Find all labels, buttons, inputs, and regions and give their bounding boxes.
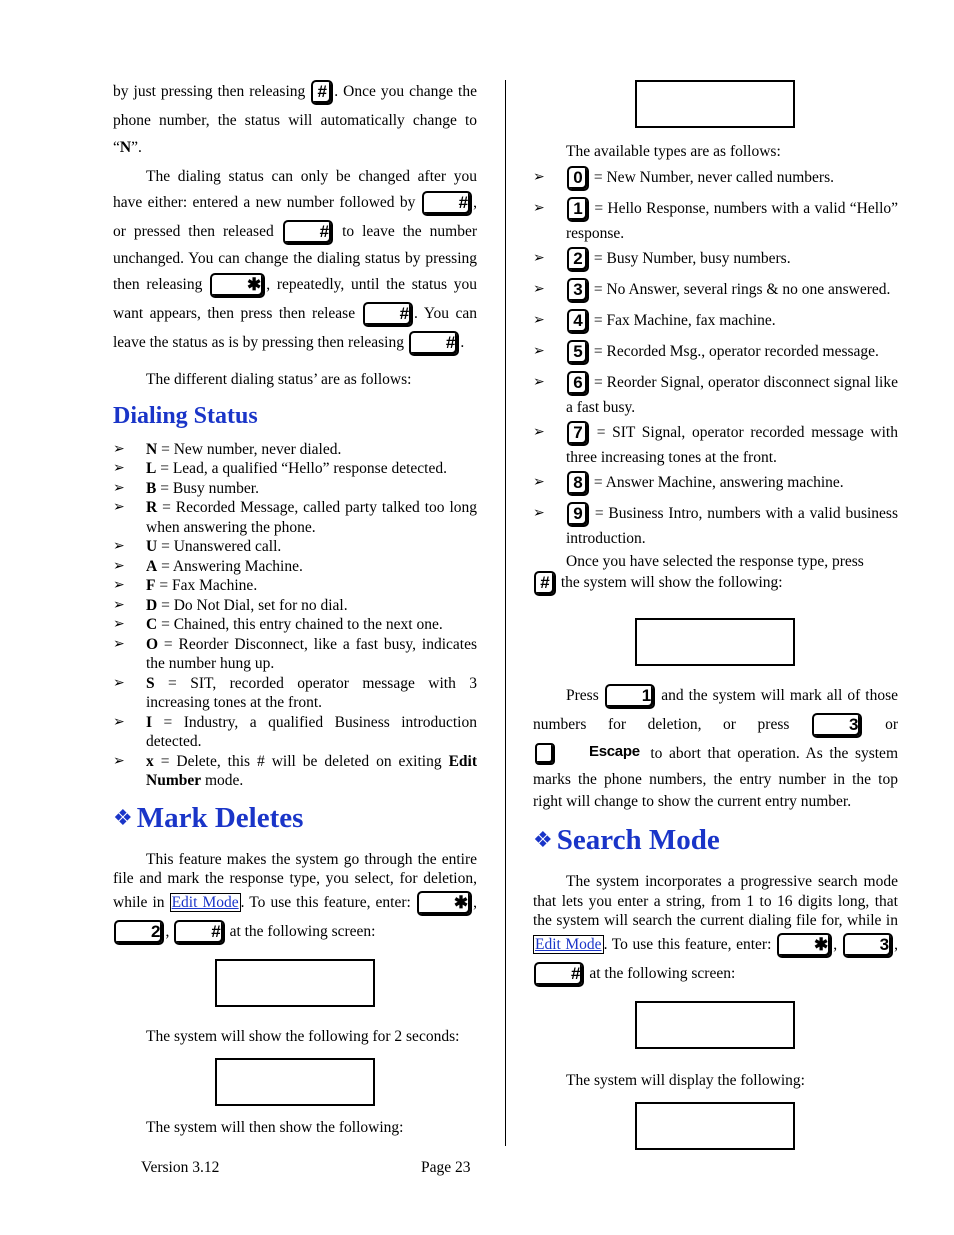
dialing-status-list: [113, 440, 477, 752]
arrow-bullet-icon: ➢: [113, 557, 125, 574]
arrow-bullet-icon: ➢: [533, 249, 545, 266]
delete-status-list: [113, 752, 477, 791]
digit-key-icon: 9: [567, 502, 589, 527]
arrow-bullet-icon: ➢: [113, 752, 125, 769]
footer-version: Version 3.12: [141, 1159, 220, 1176]
digit-key-icon: 1: [567, 197, 589, 222]
arrow-bullet-icon: ➢: [533, 473, 545, 490]
star-key-icon: ✱: [777, 933, 832, 958]
dialing-status-heading: Dialing Status: [113, 402, 258, 429]
arrow-bullet-icon: ➢: [533, 280, 545, 297]
mark-paragraph-2: The system will show the following for 2 seconds:: [146, 1027, 460, 1045]
list-item: ➢ C = Chained, this entry chained to the next one.: [113, 616, 443, 633]
hash-key-icon: #: [283, 220, 333, 245]
footer-page-number: Page 23: [421, 1159, 471, 1176]
digit-key-icon: 6: [567, 371, 589, 396]
arrow-bullet-icon: ➢: [113, 538, 125, 554]
list-item: ➢ 3 = No Answer, several rings & no one answered.: [533, 276, 898, 305]
digit-key-icon: 8: [567, 471, 589, 496]
diamond-bullet-icon: ❖: [533, 828, 553, 853]
search-paragraph-1: The system incorporates a progressive search mode that lets you enter a string, from 1 to 16 digits long, that the system will search the current dialing file for, while in Edit Mode . To use this feature, enter: ✱ , 3 , # at the following screen:: [533, 872, 898, 989]
arrow-bullet-icon: ➢: [533, 168, 545, 185]
search-mode-heading: ❖ Search Mode: [533, 824, 720, 856]
list-item: ➢ S = SIT, recorded operator message with 3 increasing tones at the front.: [113, 674, 477, 711]
arrow-bullet-icon: ➢: [113, 577, 125, 593]
digit-key-icon: 2: [567, 247, 589, 272]
digit-key-icon: 3: [567, 278, 589, 303]
three-key-icon: 3: [843, 933, 893, 958]
list-item: ➢ B = Busy number.: [113, 479, 259, 497]
edit-mode-link[interactable]: Edit Mode: [171, 893, 239, 911]
lcd-screen: [635, 1001, 795, 1049]
arrow-bullet-icon: ➢: [113, 674, 125, 691]
arrow-bullet-icon: ➢: [113, 460, 125, 476]
arrow-bullet-icon: ➢: [533, 199, 545, 216]
list-item: ➢ 7 = SIT Signal, operator recorded message with three increasing tones at the front.: [533, 422, 898, 466]
star-key-icon: ✱: [210, 273, 265, 298]
list-item: ➢ A = Answering Machine.: [113, 557, 303, 575]
list-item: ➢ N = New number, never dialed.: [113, 440, 342, 458]
list-item: ➢ 1 = Hello Response, numbers with a valid “Hello” response.: [533, 198, 898, 242]
list-item: ➢ 4 = Fax Machine, fax machine.: [533, 307, 898, 336]
lcd-screen: [635, 80, 795, 128]
right-column: [533, 78, 898, 1150]
hash-key-icon: #: [534, 571, 556, 596]
intro-paragraph-3: The different dialing status’ are as follows:: [146, 371, 412, 388]
list-item: ➢ L = Lead, a qualified “Hello” response detected.: [113, 460, 447, 477]
arrow-bullet-icon: ➢: [533, 311, 545, 328]
list-item: ➢ 2 = Busy Number, busy numbers.: [533, 245, 898, 274]
column-divider: [505, 80, 506, 1146]
types-intro: The available types are as follows:: [566, 143, 781, 160]
lcd-screen: [215, 1058, 375, 1106]
arrow-bullet-icon: ➢: [533, 342, 545, 359]
star-key-icon: ✱: [417, 891, 472, 916]
list-item: ➢ 9 = Business Intro, numbers with a valid business introduction.: [533, 503, 898, 547]
digit-key-icon: 5: [567, 340, 589, 365]
arrow-bullet-icon: ➢: [113, 596, 125, 613]
list-item: ➢ 6 = Reorder Signal, operator disconnect signal like a fast busy.: [533, 372, 898, 416]
hash-key-icon: #: [363, 302, 413, 327]
escape-key-icon: Escape: [534, 742, 643, 767]
mark-paragraph-1: This feature makes the system go through the entire file and mark the response type, you select, for deletion, while in Edit Mode . To use this feature, enter: ✱ , 2 , # at the following screen:: [113, 850, 477, 947]
list-item: ➢ R = Recorded Message, called party talked too long when answering the phone.: [113, 499, 477, 536]
list-item: ➢ 5 = Recorded Msg., operator recorded message.: [533, 338, 898, 367]
hash-key-icon: #: [174, 920, 224, 945]
hash-key-icon: #: [534, 962, 584, 987]
list-item: ➢ F = Fax Machine.: [113, 577, 258, 594]
hash-key-icon: #: [409, 331, 459, 356]
lcd-screen: [635, 1102, 795, 1150]
after-types-paragraph: Once you have selected the response type, press: [566, 552, 864, 570]
arrow-bullet-icon: ➢: [113, 479, 125, 496]
three-key-icon: 3: [812, 713, 862, 738]
digit-key-icon: 4: [567, 309, 589, 334]
mark-paragraph-3: The system will then show the following:: [146, 1119, 404, 1136]
list-item: ➢ 8 = Answer Machine, answering machine.: [533, 469, 898, 498]
press-paragraph: Press 1 and the system will mark all of those numbers for deletion, or press 3 or Escape to abort that operation. As the system marks the phone numbers, the entry number in the top right will change to show the current entry number.: [533, 686, 898, 810]
mark-deletes-heading: ❖ Mark Deletes: [113, 801, 304, 834]
hash-key-icon: #: [311, 80, 333, 105]
list-item: ➢ U = Unanswered call.: [113, 538, 282, 555]
arrow-bullet-icon: ➢: [113, 635, 125, 652]
arrow-bullet-icon: ➢: [113, 616, 125, 632]
list-item: ➢ O = Reorder Disconnect, like a fast busy, indicates the number hung up.: [113, 635, 477, 672]
arrow-bullet-icon: ➢: [113, 713, 125, 730]
diamond-bullet-icon: ❖: [113, 805, 133, 831]
arrow-bullet-icon: ➢: [533, 504, 545, 521]
list-item: ➢ I = Industry, a qualified Business introduction detected.: [113, 713, 477, 750]
intro-paragraph-1: by just pressing then releasing # . Once you change the phone number, the status will automatically change to “N”.: [113, 82, 477, 156]
one-key-icon: 1: [605, 684, 655, 709]
lcd-screen: [215, 959, 375, 1007]
after-types-paragraph-2: # the system will show the following:: [533, 569, 898, 598]
arrow-bullet-icon: ➢: [113, 440, 125, 457]
hash-key-icon: #: [422, 191, 472, 216]
digit-key-icon: 0: [567, 166, 589, 191]
digit-key-icon: 7: [567, 421, 589, 446]
intro-paragraph-2: The dialing status can only be changed after you have either: entered a new number followed by # , or pressed then released # to leave the number unchanged. You can change the dialing status by pressing then releasing ✱ , repeatedly, until the status you want appears, then press then release # . You can leave the status as is by pressing then releasing # .: [113, 165, 477, 358]
arrow-bullet-icon: ➢: [533, 373, 545, 390]
arrow-bullet-icon: ➢: [113, 499, 125, 515]
list-item: ➢ x = Delete, this # will be deleted on exiting Edit Number mode.: [113, 752, 477, 789]
response-types-list: [533, 164, 898, 548]
edit-mode-link[interactable]: Edit Mode: [535, 935, 602, 953]
search-paragraph-2: The system will display the following:: [566, 1071, 805, 1089]
arrow-bullet-icon: ➢: [533, 423, 545, 440]
list-item: ➢ 0 = New Number, never called numbers.: [533, 164, 898, 193]
left-column: [113, 78, 477, 1138]
list-item: ➢ D = Do Not Dial, set for no dial.: [113, 596, 348, 614]
lcd-screen: [635, 618, 795, 666]
two-key-icon: 2: [114, 920, 164, 945]
